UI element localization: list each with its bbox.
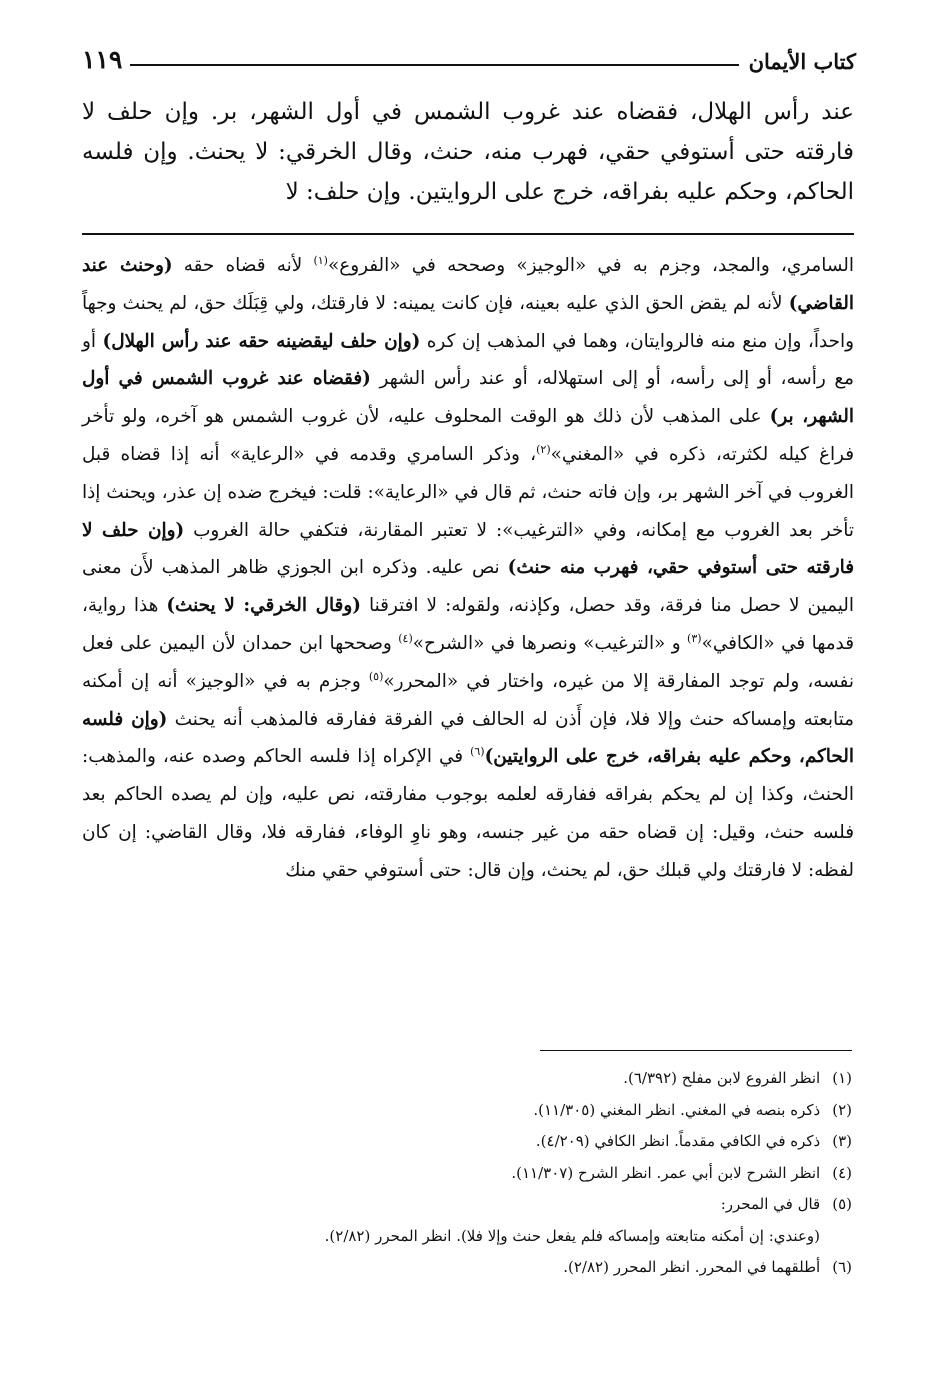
commentary-segment: ، وذكر السامري وقدمه في «الرعاية» أنه إذا قضاه قبل الغروب في آخر الشهر بر، وإن فاته حنث، ثم قال في «الرعاية»: قلت: فيخرج ضده إن عذر، ويحنث إذا تأخر بعد الغروب مع إمكانه، وفي «الترغيب»: لا تعتبر المقارنة، فتكفي حالة الغروب: [82, 443, 854, 541]
footnote-number: (١): [832, 1069, 852, 1087]
footnote: [120, 1189, 852, 1221]
footnote-divider: [540, 1050, 852, 1051]
quoted-matn: (وإن حلف لا فارقته حتى أستوفي حقي، فهرب منه حنث): [82, 519, 854, 579]
chapter-title: كتاب الأيمان: [748, 49, 856, 74]
footnote-text: (وعندي: إن أمكنه متابعته وإمساكه فلم يفعل حنث وإلا فلا). انظر المحرر (٢/٨٢).: [324, 1226, 820, 1245]
footnote-number: (٢): [832, 1100, 852, 1119]
commentary-segment: لأنه لم يقض الحق الذي عليه بعينه، فإن كانت يمينه: لا فارقتك، ولي قِبَلَك حق، لم يحنث وجهاً واحداً، وإن منع منه فالروايتان، وهما في المذهب إن كره: [82, 292, 854, 352]
footnote-number: (٥): [832, 1195, 852, 1213]
commentary-segment: و «الترغيب» ونصرها في «الشرح»: [412, 632, 688, 654]
commentary-segment: وجزم به في «الوجيز» أنه إن أمكنه متابعته وإمساكه حنث وإلا فلا، فإن أَذن له الحالف في الفرقة ففارقه فالمذهب أنه يحنث: [82, 670, 854, 730]
footnote-text: ذكره في الكافي مقدماً. انظر الكافي (٤/٢٠٩).: [535, 1132, 821, 1150]
footnote: [120, 1063, 852, 1095]
footnote-text: انظر الشرح لابن أبي عمر. انظر الشرح (١١/٣٠٧).: [511, 1163, 821, 1182]
commentary-segment: هذا رواية، قدمها في «الكافي»: [82, 595, 855, 654]
footnote-text: قال في المحرر:: [720, 1195, 821, 1213]
footnote: [120, 1158, 852, 1190]
quoted-matn: (وقال الخرقي: لا يحنث): [166, 595, 361, 617]
quoted-matn: (وإن فلسه الحاكم، وحكم عليه بفراقه، خرج على الروايتين): [82, 708, 854, 768]
commentary-text: [82, 247, 854, 890]
main-text-divider: [82, 233, 854, 235]
footnote: [120, 1095, 852, 1127]
footnote-marker: (١): [313, 253, 328, 267]
footnote-continuation: [120, 1221, 852, 1253]
footnote-marker: (٣): [687, 631, 702, 645]
footnotes: [120, 1063, 852, 1284]
footnote: [120, 1252, 852, 1284]
main-text: عند رأس الهلال، فقضاه عند غروب الشمس في أول الشهر، بر. وإن حلف لا فارقته حتى أستوفي حقي، فهرب منه، حنث، وقال الخرقي: لا يحنث. وإن فلسه الحاكم، وحكم عليه بفراقه، خرج على الروايتين. وإن حلف: لا: [82, 99, 854, 205]
footnote-marker: (٦): [470, 745, 485, 759]
footnote-text: ذكره بنصه في المغني. انظر المغني (١١/٣٠٥).: [533, 1100, 821, 1119]
page-header: [82, 32, 856, 74]
quoted-matn: (وإن حلف ليقضينه حقه عند رأس الهلال): [102, 330, 421, 352]
header-rule: [130, 64, 738, 66]
commentary-segment: على المذهب لأن ذلك هو الوقت المحلوف عليه، لأن غروب الشمس هو آخره، ولو تأخر فراغ كيله لكثرته، ذكره في «المغني»: [82, 406, 854, 465]
footnote-marker: (٥): [368, 669, 384, 683]
footnote: [120, 1126, 852, 1158]
commentary-segment: السامري، والمجد، وجزم به في «الوجيز» وصححه في «الفروع»: [327, 255, 854, 276]
quoted-matn: (وحنث عند القاضي): [82, 255, 854, 314]
quoted-matn: (فقضاه عند غروب الشمس في أول الشهر، بر): [82, 368, 854, 428]
commentary-segment: وصححها ابن حمدان لأن اليمين على فعل نفسه، ولم توجد المفارقة إلا من غيره، واختار في «المحرر»: [82, 632, 854, 692]
footnote-text: انظر الفروع لابن مفلح (٦/٣٩٢).: [623, 1069, 821, 1087]
footnote-number: (٣): [832, 1132, 852, 1150]
commentary-segment: في الإكراه إذا فلسه الحاكم وصده عنه، والمذهب: الحنث، وكذا إن لم يحكم بفراقه ففارقه لعلمه بوجوب مفارقته، نص عليه، وإن لم يصده الحاكم بعد فلسه حنث، وقيل: إن قضاه حقه من غير جنسه، وهو ناوِ الوفاء، ففارقه فلا، وقال القاضي: إن كان لفظه: لا فارقتك ولي قبلك حق، لم يحنث، وإن قال: حتى أستوفي حقي منك: [82, 746, 854, 881]
footnote-number: (٦): [832, 1258, 852, 1276]
footnote-marker: (٢): [536, 442, 551, 456]
page-number: ١١٩: [82, 45, 123, 74]
commentary-segment: أو مع رأسه، أو إلى رأسه، أو إلى استهلاله، أو عند رأس الشهر: [82, 330, 854, 390]
footnote-number: (٤): [832, 1163, 852, 1182]
footnote-marker: (٤): [398, 631, 413, 645]
commentary-segment: لأنه قضاه حقه: [172, 255, 314, 276]
footnote-text: أطلقهما في المحرر. انظر المحرر (٢/٨٢).: [563, 1258, 821, 1276]
commentary-segment: نص عليه. وذكره ابن الجوزي ظاهر المذهب لأَن معنى اليمين لا حصل منا فرقة، وقد حصل، وكإذنه، ولقوله: لا افترقنا: [82, 557, 854, 617]
